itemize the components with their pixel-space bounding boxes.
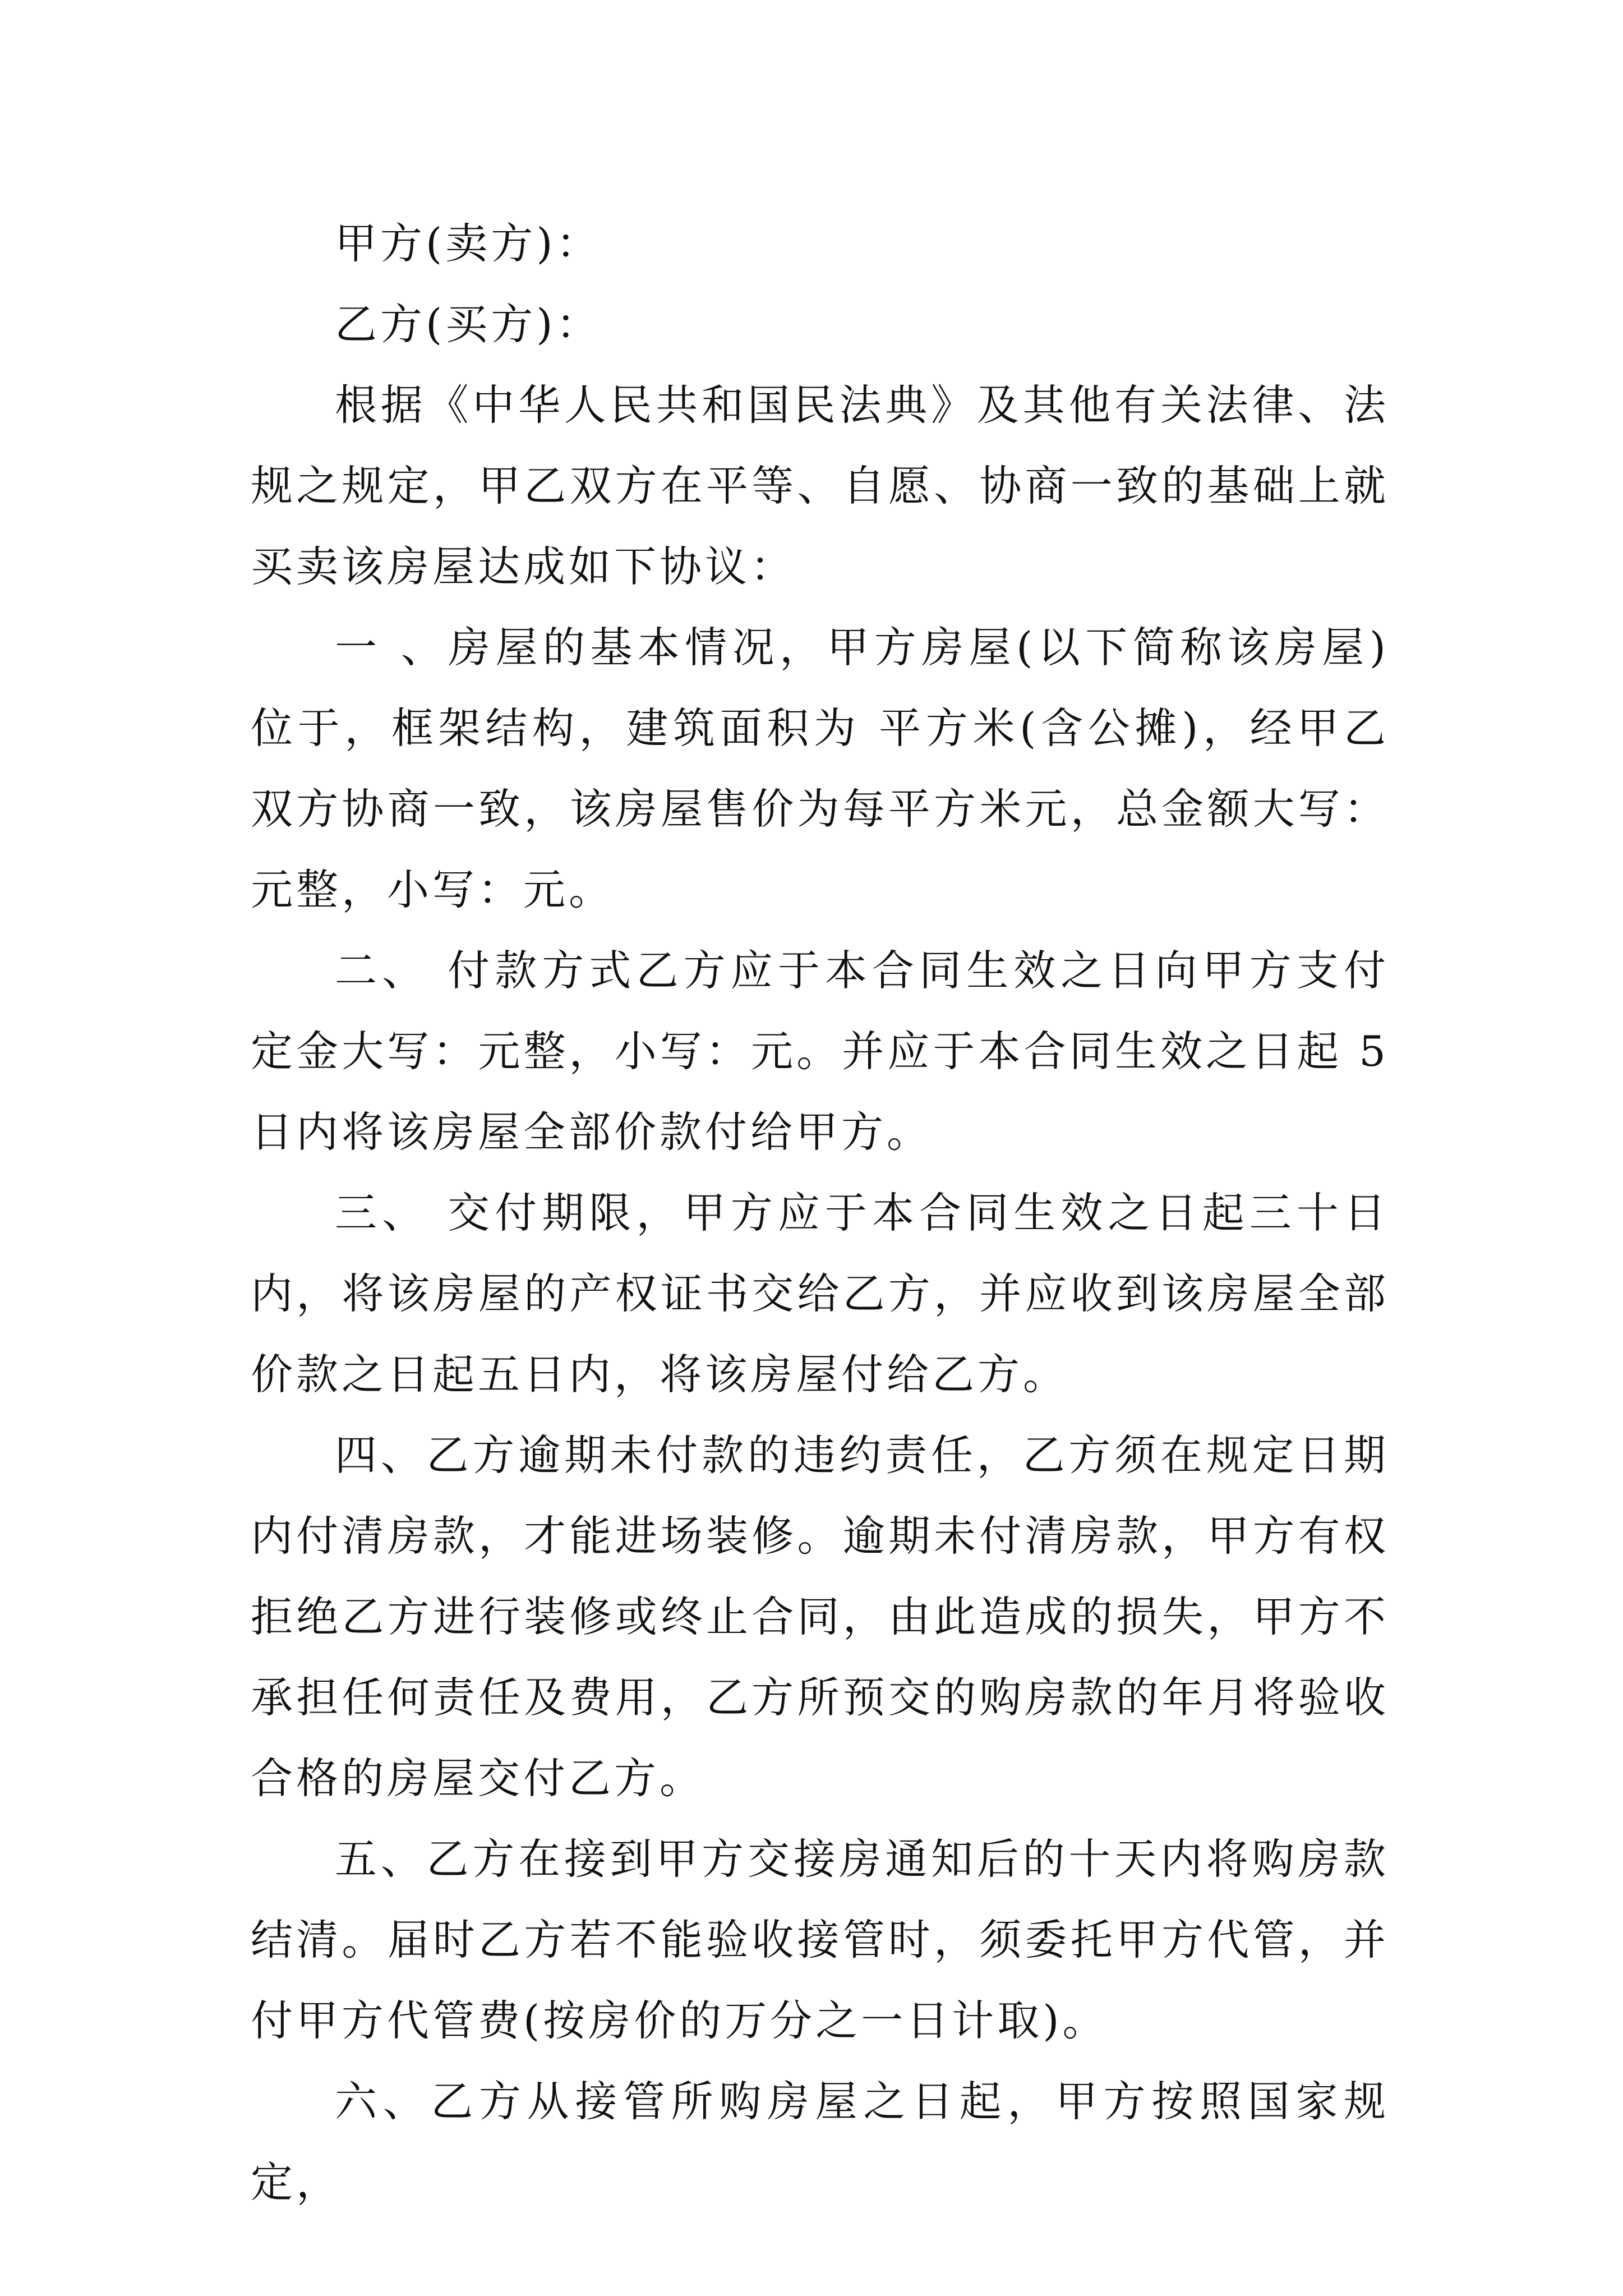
seller-party-line: 甲方(卖方)：: [335, 219, 602, 268]
clause-3-delivery-deadline: 三、 交付期限，甲方应于本合同生效之日起三十日内，将该房屋的产权证书交给乙方，并应收到该房屋全部价款之日起五日内，将该房屋付给乙方。: [251, 1188, 1389, 1399]
document-body: [251, 203, 1389, 2223]
clause-4-late-payment: 四、乙方逾期未付款的违约责任，乙方须在规定日期内付清房款，才能进场装修。逾期未付清房款，甲方有权拒绝乙方进行装修或终止合同，由此造成的损失，甲方不承担任何责任及费用，乙方所预交的购房款的年月将验收合格的房屋交付乙方。: [251, 1430, 1389, 1803]
clause-6-takeover: 六、乙方从接管所购房屋之日起，甲方按照国家规定，: [251, 2077, 1389, 2207]
clause-5-settlement: 五、乙方在接到甲方交接房通知后的十天内将购房款结清。届时乙方若不能验收接管时，须委托甲方代管，并付甲方代管费(按房价的万分之一日计取)。: [251, 1834, 1389, 2045]
clause-2-payment-method: 二、 付款方式乙方应于本合同生效之日向甲方支付定金大写：元整，小写：元。并应于本合同生效之日起 5 日内将该房屋全部价款付给甲方。: [251, 946, 1389, 1157]
clause-1-property-info: 一 、房屋的基本情况，甲方房屋(以下简称该房屋)位于，框架结构，建筑面积为 平方米(含公摊)，经甲乙双方协商一致，该房屋售价为每平方米元，总金额大写：元整，小写：元。: [251, 623, 1389, 914]
preamble-paragraph: 根据《中华人民共和国民法典》及其他有关法律、法规之规定，甲乙双方在平等、自愿、协商一致的基础上就买卖该房屋达成如下协议：: [251, 380, 1389, 591]
buyer-party-line: 乙方(买方)：: [335, 300, 602, 349]
